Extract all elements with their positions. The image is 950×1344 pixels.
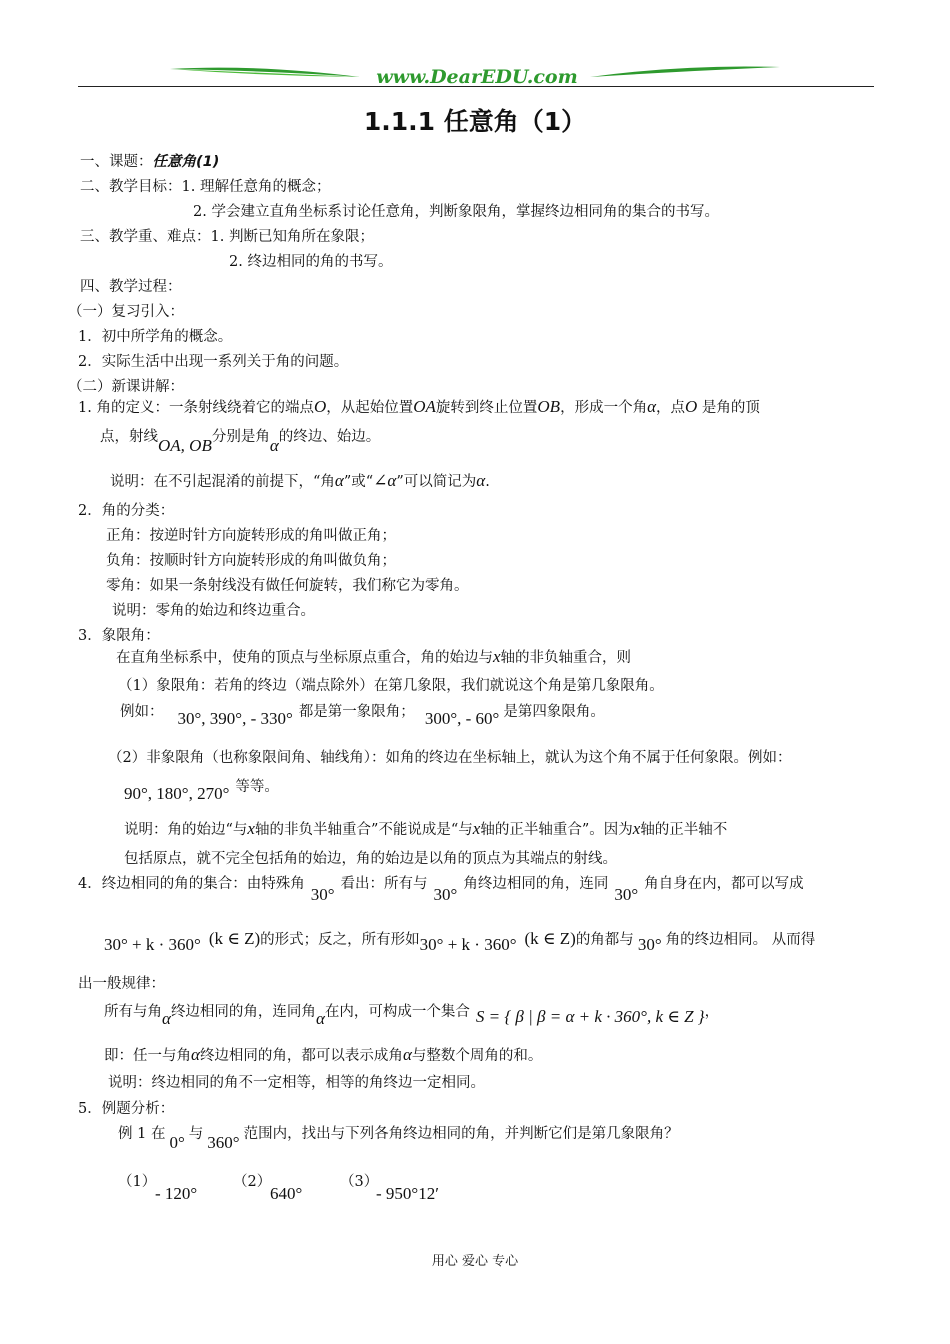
ray-ob: OB bbox=[537, 397, 561, 416]
quadrant-intro: 在直角坐标系中，使角的顶点与坐标原点重合，角的始边与x轴的非负轴重合，则 bbox=[116, 647, 632, 666]
definition-note: 说明：在不引起混淆的前提下，“角α”或“∠α”可以简记为α. bbox=[110, 471, 490, 490]
sec3-label: 三、教学重、难点： bbox=[80, 229, 211, 245]
goal-1: 1. 理解任意角的概念； bbox=[181, 179, 331, 195]
zero-angle: 零角：如果一条射线没有做任何旋转，我们称它为零角。 bbox=[106, 578, 469, 594]
coterminal-line-2: 30° + k · 360° (k ∈ Z)的形式；反之，所有形如30° + k · 360° (k ∈ Z)的角都与 30° 角的终边相同。 从而得 bbox=[104, 929, 816, 954]
example-first-quadrant: 30°, 390°, - 330° bbox=[177, 709, 293, 728]
review-item-1: 1．初中所学角的概念。 bbox=[78, 329, 233, 345]
question-1: - 120° bbox=[155, 1184, 198, 1203]
question-3-label: （3） bbox=[340, 1174, 379, 1190]
sec4-label: 四、教学过程： bbox=[80, 279, 182, 295]
key-point-2: 2. 终边相同的角的书写。 bbox=[229, 254, 393, 270]
sec2-label: 二、教学目标： bbox=[80, 179, 182, 195]
point-o: O bbox=[313, 397, 327, 416]
rays-oa-ob: OA, OB bbox=[158, 436, 212, 455]
review-item-2: 2．实际生活中出现一系列关于角的问题。 bbox=[78, 354, 349, 370]
quadrant-heading: 3．象限角： bbox=[78, 628, 160, 644]
left-swoosh bbox=[170, 68, 360, 77]
newlesson-heading: （二）新课讲解： bbox=[68, 379, 184, 395]
coterminal-note: 说明：终边相同的角不一定相等，相等的角终边一定相同。 bbox=[108, 1075, 485, 1091]
key-point-1: 1. 判断已知角所在象限； bbox=[210, 229, 374, 245]
example-heading: 5．例题分析： bbox=[78, 1101, 175, 1117]
quadrant-angle-def: （1）象限角：若角的终边（端点除外）在第几象限，我们就说这个角是第几象限角。 bbox=[118, 678, 664, 694]
question-2-label: （2） bbox=[233, 1174, 272, 1190]
goal-2: 2. 学会建立直角坐标系讨论任意角，判断象限角，掌握终边相同角的集合的书写。 bbox=[193, 204, 719, 220]
classification-heading: 2．角的分类： bbox=[78, 503, 175, 519]
review-heading: （一）复习引入： bbox=[68, 304, 184, 320]
coterminal-line-1: 4．终边相同的角的集合：由特殊角30°看出：所有与30°角终边相同的角，连同30°角自身在内，都可以写成 bbox=[78, 876, 804, 904]
definition-line-1: 1. 角的定义：一条射线绕着它的端点O，从起始位置OA旋转到终止位置OB，形成一个角α，点O 是角的顶 bbox=[78, 397, 760, 416]
coterminal-line-3: 出一般规律： bbox=[78, 976, 165, 992]
footer: 用心 爱心 专心 bbox=[431, 1254, 519, 1269]
expr-1: 30° + k · 360° bbox=[104, 935, 201, 954]
header-rule bbox=[78, 86, 874, 87]
coterminal-set-line: 所有与角α终边相同的角，连同角α在内，可构成一个集合 S = { β | β = α + k · 360°, k ∈ Z }， bbox=[104, 1004, 720, 1028]
expr-2: 30° + k · 360° bbox=[419, 935, 517, 954]
question-1-label: （1） bbox=[118, 1174, 157, 1190]
right-swoosh bbox=[590, 66, 780, 77]
example-fourth-quadrant: 300°, - 60° bbox=[424, 709, 500, 728]
alpha: α bbox=[647, 397, 657, 416]
question-2: 640° bbox=[270, 1184, 303, 1203]
quadrant-note-1: 说明：角的始边“与x轴的非负半轴重合”不能说成是“与x轴的正半轴重合”。因为x轴的正半轴不 bbox=[124, 819, 728, 838]
point-o-2: O bbox=[685, 397, 698, 416]
zero-angle-note: 说明：零角的始边和终边重合。 bbox=[112, 603, 315, 619]
ray-oa: OA bbox=[413, 397, 436, 416]
quadrant-note-2: 包括原点，就不完全包括角的始边，角的始边是以角的顶点为其端点的射线。 bbox=[124, 851, 617, 867]
quadrant-example-line: 例如： 30°, 390°, - 330° 都是第一象限角； 300°, - 60° 是第四象限角。 bbox=[120, 704, 605, 728]
doc-title: 1.1.1 任意角（1） bbox=[363, 107, 587, 136]
example-1: 例 1 在 0° 与 360° 范围内，找出与下列各角终边相同的角，并判断它们是第几象限角？ bbox=[118, 1126, 679, 1152]
definition-line-2: 点，射线OA, OB分别是角α的终边、始边。 bbox=[100, 429, 381, 455]
sec2-line bbox=[80, 175, 330, 196]
sec1-line bbox=[80, 150, 219, 171]
negative-angle: 负角：按顺时针方向旋转形成的角叫做负角； bbox=[106, 553, 396, 569]
axis-angle-example: 90°, 180°, 270° 等等。 bbox=[124, 779, 279, 803]
sec1-label: 一、课题： bbox=[80, 154, 153, 170]
positive-angle: 正角：按逆时针方向旋转形成的角叫做正角； bbox=[106, 528, 396, 544]
question-3: - 950°12′ bbox=[376, 1184, 439, 1203]
coterminal-summary: 即：任一与角α终边相同的角，都可以表示成角α与整数个周角的和。 bbox=[104, 1045, 543, 1064]
logo-text: www.DearEDU.com bbox=[376, 66, 578, 88]
topic: 任意角(1) bbox=[152, 154, 220, 170]
sec3-line bbox=[80, 225, 374, 246]
axis-angle-def: （2）非象限角（也称象限间角、轴线角）：如角的终边在坐标轴上，就认为这个角不属于任何象限。例如： bbox=[108, 750, 792, 766]
set-notation: S = { β | β = α + k · 360°, k ∈ Z } bbox=[475, 1007, 705, 1026]
alpha-2: α bbox=[269, 436, 279, 455]
